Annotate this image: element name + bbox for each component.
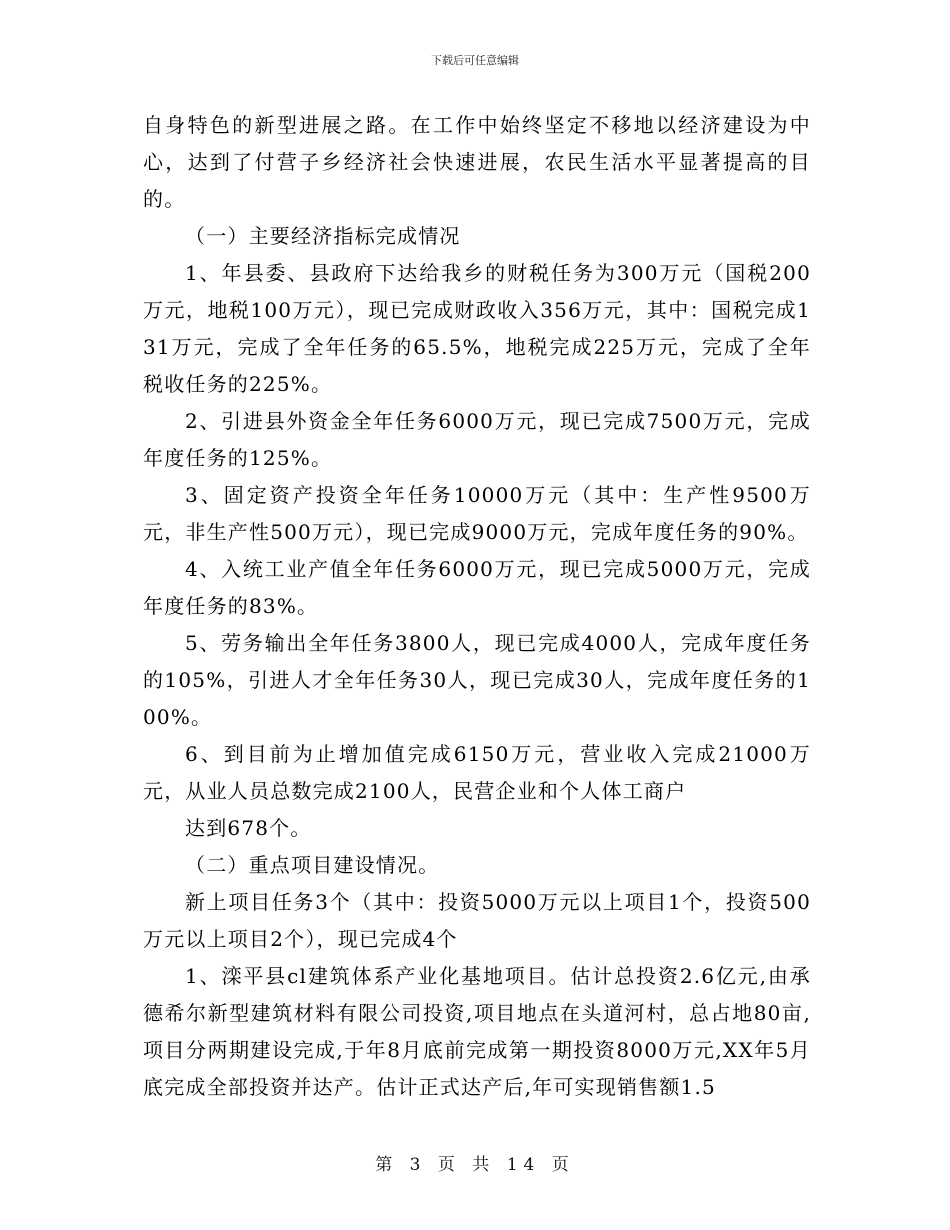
document-body (143, 107, 811, 1106)
paragraph-item-1: 1、年县委、县政府下达给我乡的财税任务为300万元（国税200万元，地税100万元），现已完成财政收入356万元，其中：国税完成131万元，完成了全年任务的65.5%，地税完成225万元，完成了全年税收任务的225%。 (143, 261, 811, 396)
paragraph-project-1: 1、滦平县cl建筑体系产业化基地项目。估计总投资2.6亿元,由承德希尔新型建筑材料有限公司投资,项目地点在头道河村，总占地80亩,项目分两期建设完成,于年8月底前完成第一期投资8000万元,XX年5月底完成全部投资并达产。估计正式达产后,年可实现销售额1.5 (143, 964, 811, 1099)
paragraph-intro: 自身特色的新型进展之路。在工作中始终坚定不移地以经济建设为中心，达到了付营子乡经济社会快速进展，农民生活水平显著提高的目的。 (143, 113, 811, 211)
paragraph-item-5: 5、劳务输出全年任务3800人，现已完成4000人，完成年度任务的105%，引进人才全年任务30人，现已完成30人，完成年度任务的100%。 (143, 631, 811, 729)
paragraph-item-6: 6、到目前为止增加值完成6150万元，营业收入完成21000万元，从业人员总数完成2100人，民营企业和个人体工商户 (143, 742, 811, 803)
section-heading-2: （二）重点项目建设情况。 (185, 853, 440, 877)
paragraph-item-3: 3、固定资产投资全年任务10000万元（其中：生产性9500万元，非生产性500万元），现已完成9000万元，完成年度任务的90%。 (143, 483, 811, 544)
section-heading-1: （一）主要经济指标完成情况 (185, 224, 461, 248)
paragraph-item-2: 2、引进县外资金全年任务6000万元，现已完成7500万元，完成年度任务的125%。 (143, 409, 811, 470)
paragraph-item-6-cont: 达到678个。 (185, 816, 312, 840)
page-footer: 第 3 页 共 14 页 (375, 1155, 575, 1175)
page-header: 下载后可任意编辑 (431, 54, 519, 67)
paragraph-new-projects: 新上项目任务3个（其中：投资5000万元以上项目1个，投资500万元以上项目2个），现已完成4个 (143, 890, 811, 951)
paragraph-item-4: 4、入统工业产值全年任务6000万元，现已完成5000万元，完成年度任务的83%。 (143, 557, 811, 618)
